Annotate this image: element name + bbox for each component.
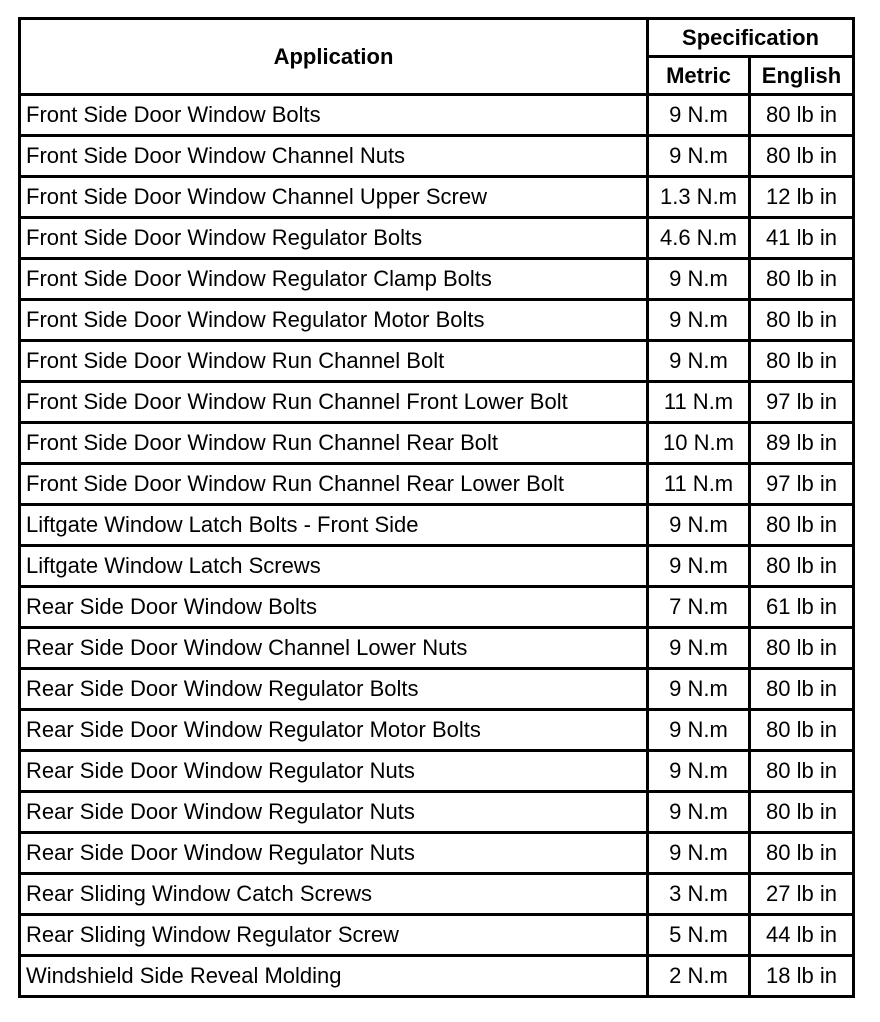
english-cell: 80 lb in bbox=[750, 505, 854, 546]
application-header: Application bbox=[20, 19, 648, 95]
english-cell: 97 lb in bbox=[750, 382, 854, 423]
table-body bbox=[20, 95, 854, 997]
table-row bbox=[20, 136, 854, 177]
table-row bbox=[20, 300, 854, 341]
application-cell: Liftgate Window Latch Bolts - Front Side bbox=[20, 505, 648, 546]
english-cell: 80 lb in bbox=[750, 546, 854, 587]
english-cell: 97 lb in bbox=[750, 464, 854, 505]
application-cell: Front Side Door Window Regulator Motor Bolts bbox=[20, 300, 648, 341]
table-row bbox=[20, 833, 854, 874]
application-cell: Front Side Door Window Channel Upper Screw bbox=[20, 177, 648, 218]
metric-cell: 2 N.m bbox=[648, 956, 750, 997]
metric-cell: 9 N.m bbox=[648, 546, 750, 587]
english-cell: 80 lb in bbox=[750, 300, 854, 341]
english-cell: 80 lb in bbox=[750, 669, 854, 710]
metric-cell: 9 N.m bbox=[648, 833, 750, 874]
table-row bbox=[20, 95, 854, 136]
english-cell: 27 lb in bbox=[750, 874, 854, 915]
metric-cell: 7 N.m bbox=[648, 587, 750, 628]
metric-cell: 9 N.m bbox=[648, 341, 750, 382]
application-cell: Front Side Door Window Regulator Bolts bbox=[20, 218, 648, 259]
table-row bbox=[20, 382, 854, 423]
application-cell: Rear Sliding Window Catch Screws bbox=[20, 874, 648, 915]
application-cell: Front Side Door Window Run Channel Rear Lower Bolt bbox=[20, 464, 648, 505]
metric-cell: 9 N.m bbox=[648, 628, 750, 669]
english-cell: 89 lb in bbox=[750, 423, 854, 464]
application-cell: Front Side Door Window Run Channel Front Lower Bolt bbox=[20, 382, 648, 423]
english-header: English bbox=[750, 57, 854, 95]
table-row bbox=[20, 792, 854, 833]
english-cell: 61 lb in bbox=[750, 587, 854, 628]
table-row bbox=[20, 874, 854, 915]
english-cell: 80 lb in bbox=[750, 710, 854, 751]
application-cell: Rear Side Door Window Regulator Bolts bbox=[20, 669, 648, 710]
metric-cell: 9 N.m bbox=[648, 259, 750, 300]
metric-cell: 9 N.m bbox=[648, 751, 750, 792]
table-row bbox=[20, 587, 854, 628]
english-cell: 80 lb in bbox=[750, 751, 854, 792]
english-cell: 44 lb in bbox=[750, 915, 854, 956]
table-row bbox=[20, 423, 854, 464]
application-cell: Rear Side Door Window Regulator Nuts bbox=[20, 792, 648, 833]
metric-cell: 11 N.m bbox=[648, 382, 750, 423]
application-cell: Front Side Door Window Run Channel Rear Bolt bbox=[20, 423, 648, 464]
metric-cell: 5 N.m bbox=[648, 915, 750, 956]
english-cell: 80 lb in bbox=[750, 833, 854, 874]
english-cell: 80 lb in bbox=[750, 136, 854, 177]
table-row bbox=[20, 505, 854, 546]
metric-cell: 9 N.m bbox=[648, 95, 750, 136]
english-cell: 80 lb in bbox=[750, 95, 854, 136]
metric-cell: 3 N.m bbox=[648, 874, 750, 915]
table-row bbox=[20, 341, 854, 382]
table-row bbox=[20, 669, 854, 710]
english-cell: 80 lb in bbox=[750, 259, 854, 300]
application-cell: Front Side Door Window Run Channel Bolt bbox=[20, 341, 648, 382]
english-cell: 80 lb in bbox=[750, 792, 854, 833]
english-cell: 12 lb in bbox=[750, 177, 854, 218]
table-row bbox=[20, 546, 854, 587]
application-cell: Front Side Door Window Channel Nuts bbox=[20, 136, 648, 177]
metric-cell: 9 N.m bbox=[648, 792, 750, 833]
metric-cell: 9 N.m bbox=[648, 505, 750, 546]
metric-cell: 10 N.m bbox=[648, 423, 750, 464]
table-row bbox=[20, 751, 854, 792]
english-cell: 41 lb in bbox=[750, 218, 854, 259]
application-cell: Rear Side Door Window Regulator Nuts bbox=[20, 833, 648, 874]
table-row bbox=[20, 177, 854, 218]
metric-cell: 9 N.m bbox=[648, 136, 750, 177]
application-cell: Front Side Door Window Bolts bbox=[20, 95, 648, 136]
application-cell: Rear Side Door Window Regulator Nuts bbox=[20, 751, 648, 792]
application-cell: Windshield Side Reveal Molding bbox=[20, 956, 648, 997]
application-cell: Front Side Door Window Regulator Clamp Bolts bbox=[20, 259, 648, 300]
table-row bbox=[20, 464, 854, 505]
english-cell: 80 lb in bbox=[750, 628, 854, 669]
torque-spec-table bbox=[18, 17, 855, 998]
application-cell: Rear Side Door Window Channel Lower Nuts bbox=[20, 628, 648, 669]
table-row bbox=[20, 218, 854, 259]
metric-cell: 4.6 N.m bbox=[648, 218, 750, 259]
application-cell: Rear Sliding Window Regulator Screw bbox=[20, 915, 648, 956]
application-cell: Rear Side Door Window Regulator Motor Bolts bbox=[20, 710, 648, 751]
metric-cell: 11 N.m bbox=[648, 464, 750, 505]
metric-cell: 9 N.m bbox=[648, 669, 750, 710]
application-cell: Liftgate Window Latch Screws bbox=[20, 546, 648, 587]
table-row bbox=[20, 259, 854, 300]
english-cell: 18 lb in bbox=[750, 956, 854, 997]
table-row bbox=[20, 915, 854, 956]
metric-header: Metric bbox=[648, 57, 750, 95]
metric-cell: 9 N.m bbox=[648, 710, 750, 751]
english-cell: 80 lb in bbox=[750, 341, 854, 382]
metric-cell: 1.3 N.m bbox=[648, 177, 750, 218]
table-row bbox=[20, 628, 854, 669]
table-row bbox=[20, 956, 854, 997]
specification-header: Specification bbox=[648, 19, 854, 57]
application-cell: Rear Side Door Window Bolts bbox=[20, 587, 648, 628]
metric-cell: 9 N.m bbox=[648, 300, 750, 341]
table-row bbox=[20, 710, 854, 751]
